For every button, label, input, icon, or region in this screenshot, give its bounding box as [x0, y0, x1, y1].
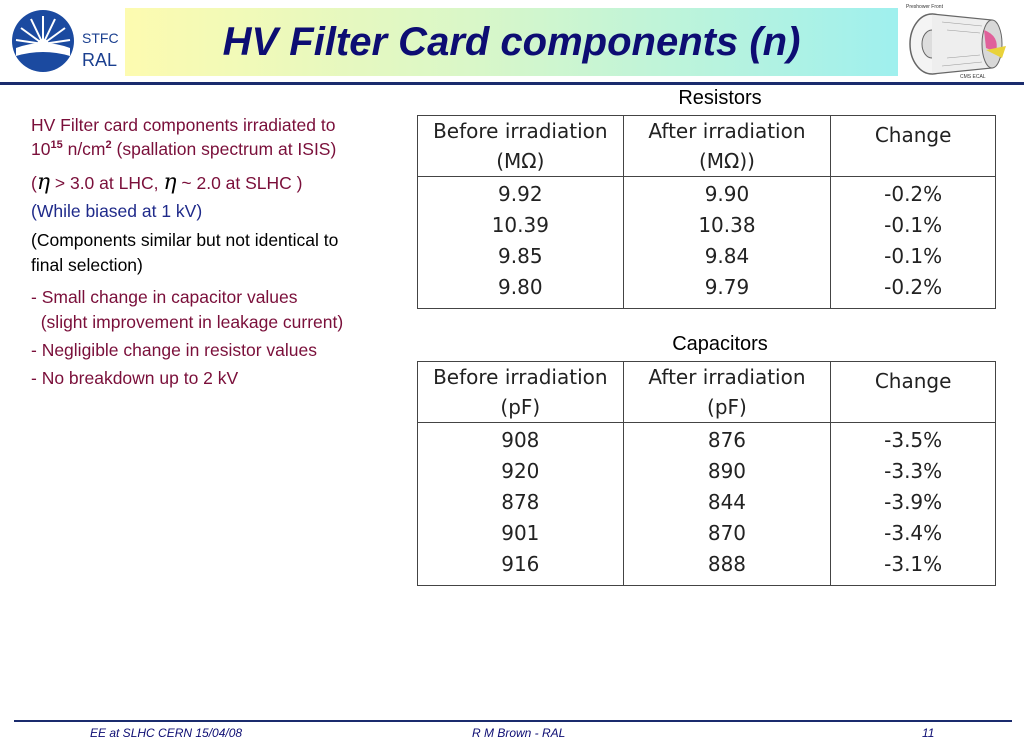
table-row: [418, 210, 996, 241]
table-row: [418, 518, 996, 549]
table-cell: 878: [418, 487, 624, 518]
table-row: [418, 456, 996, 487]
bullet-resistor: - Negligible change in resistor values: [31, 340, 317, 360]
col-before: Before irradiation (MΩ): [418, 116, 624, 177]
table-row: [418, 423, 996, 457]
table-row: [418, 272, 996, 309]
components-note-2: final selection): [31, 255, 143, 275]
stfc-logo-icon: [10, 8, 76, 74]
resistors-caption: Resistors: [678, 87, 762, 109]
table-cell: -3.3%: [831, 456, 996, 487]
resistors-body: [418, 177, 996, 309]
detector-diagram-icon: [902, 2, 1014, 80]
table-cell: -3.9%: [831, 487, 996, 518]
footer-event: EE at SLHC CERN 15/04/08: [90, 726, 243, 740]
table-cell: 916: [418, 549, 624, 586]
table-cell: 9.90: [623, 177, 831, 211]
col-after: After irradiation (MΩ)): [623, 116, 831, 177]
table-cell: -0.1%: [831, 210, 996, 241]
detector-top-label: Preshower Front: [906, 4, 943, 10]
org-name: STFC: [82, 30, 119, 46]
biased-note: (While biased at 1 kV): [31, 201, 203, 221]
col-before: Before irradiation (pF): [418, 362, 624, 423]
table-cell: 10.39: [418, 210, 624, 241]
table-cell: 876: [623, 423, 831, 457]
irradiation-line2: $10^{15}$ $n/cm^2$ (spallation spectrum at ISIS): [31, 139, 337, 159]
table-row: [418, 241, 996, 272]
header-divider: [0, 82, 1024, 85]
page-number: 11: [922, 726, 935, 740]
eta-symbol-2: η: [163, 170, 177, 195]
table-cell: 9.79: [623, 272, 831, 309]
org-site: RAL: [82, 50, 118, 70]
footer-author: R M Brown - RAL: [472, 726, 566, 740]
table-row: [418, 487, 996, 518]
footer-divider: [14, 720, 1012, 722]
col-after: After irradiation (pF): [623, 362, 831, 423]
table-cell: -3.5%: [831, 423, 996, 457]
eta-range-line: (η > 3.0 at LHC, η ~ 2.0 at SLHC ): [31, 170, 303, 195]
slide-title: HV Filter Card components (n): [222, 20, 801, 64]
col-change: Change: [831, 116, 996, 177]
table-cell: -0.1%: [831, 241, 996, 272]
irradiation-line1: HV Filter card components irradiated to: [31, 115, 336, 135]
capacitors-header-row: [418, 362, 996, 423]
table-cell: 9.92: [418, 177, 624, 211]
table-cell: 901: [418, 518, 624, 549]
table-cell: 9.80: [418, 272, 624, 309]
table-cell: 10.38: [623, 210, 831, 241]
detector-label: CMS ECAL: [960, 74, 986, 80]
capacitors-table: [417, 361, 996, 586]
table-cell: 844: [623, 487, 831, 518]
resistors-header-row: [418, 116, 996, 177]
resistors-table: [417, 115, 996, 309]
table-cell: -3.1%: [831, 549, 996, 586]
bullet-breakdown: - No breakdown up to 2 kV: [31, 368, 239, 388]
table-cell: 908: [418, 423, 624, 457]
table-row: [418, 177, 996, 211]
table-cell: -3.4%: [831, 518, 996, 549]
table-row: [418, 549, 996, 586]
bullet-capacitor: - Small change in capacitor values: [31, 287, 298, 307]
capacitors-body: [418, 423, 996, 586]
table-cell: -0.2%: [831, 272, 996, 309]
col-change: Change: [831, 362, 996, 423]
table-cell: 870: [623, 518, 831, 549]
table-cell: -0.2%: [831, 177, 996, 211]
table-cell: 890: [623, 456, 831, 487]
table-cell: 9.84: [623, 241, 831, 272]
bullet-capacitor-sub: (slight improvement in leakage current): [31, 312, 344, 332]
eta-symbol: η: [36, 170, 51, 195]
capacitors-caption: Capacitors: [672, 333, 768, 355]
table-cell: 888: [623, 549, 831, 586]
table-cell: 9.85: [418, 241, 624, 272]
table-cell: 920: [418, 456, 624, 487]
components-note-1: (Components similar but not identical to: [31, 230, 339, 250]
